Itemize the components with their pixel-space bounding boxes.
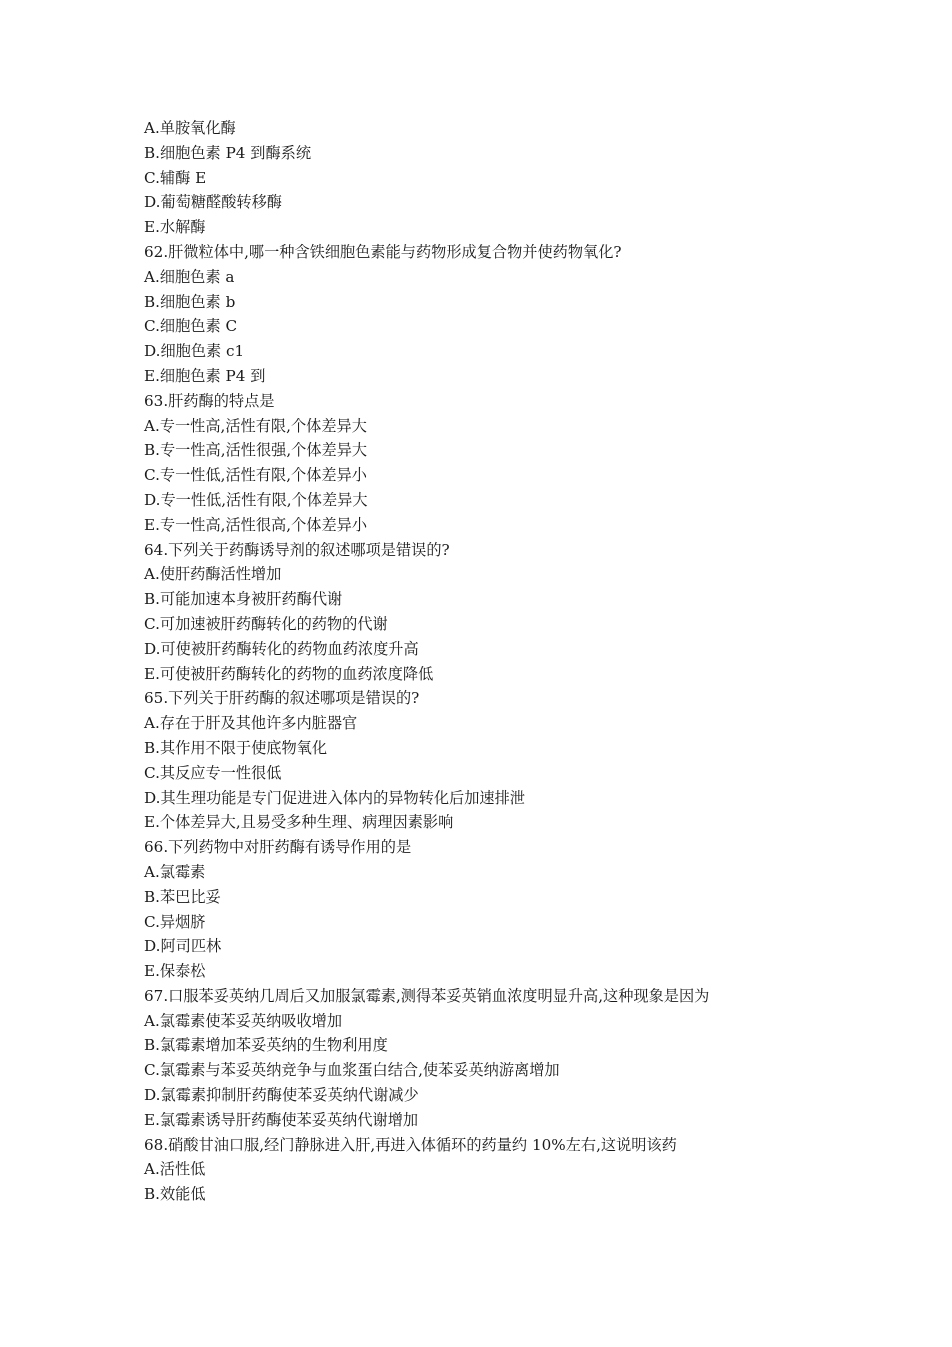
- option-line: C.细胞色素 C: [144, 317, 238, 336]
- option-line: A.活性低: [144, 1160, 206, 1179]
- option-line: D.阿司匹林: [144, 937, 222, 956]
- option-line: D.细胞色素 c1: [144, 342, 245, 361]
- question-line: 68.硝酸甘油口服,经门静脉进入肝,再进入体循环的药量约 10%左右,这说明该药: [144, 1135, 677, 1154]
- question-line: 64.下列关于药酶诱导剂的叙述哪项是错误的?: [144, 540, 450, 559]
- option-line: B.其作用不限于使底物氧化: [144, 738, 328, 757]
- option-line: C.可加速被肝药酶转化的药物的代谢: [144, 614, 388, 633]
- option-line: B.专一性高,活性很强,个体差异大: [144, 441, 368, 460]
- question-line: 66.下列药物中对肝药酶有诱导作用的是: [144, 838, 412, 857]
- option-line: D.专一性低,活性有限,个体差异大: [144, 490, 368, 509]
- option-line: B.可能加速本身被肝药酶代谢: [144, 590, 343, 609]
- option-line: C.异烟脐: [144, 912, 206, 931]
- option-line: B.苯巴比妥: [144, 887, 221, 906]
- option-line: C.氯霉素与苯妥英纳竞争与血浆蛋白结合,使苯妥英纳游离增加: [144, 1061, 560, 1080]
- question-text-block: [144, 116, 904, 1207]
- option-line: B.细胞色素 b: [144, 292, 236, 311]
- option-line: D.氯霉素抑制肝药酶使苯妥英纳代谢减少: [144, 1086, 419, 1105]
- option-line: A.存在于肝及其他许多内脏器官: [144, 714, 358, 733]
- option-line: B.效能低: [144, 1185, 206, 1204]
- option-line: C.专一性低,活性有限,个体差异小: [144, 466, 367, 485]
- option-line: A.氯霉素: [144, 862, 206, 881]
- option-line: C.其反应专一性很低: [144, 763, 282, 782]
- option-line: A.氯霉素使苯妥英纳吸收增加: [144, 1011, 343, 1030]
- option-line: E.保泰松: [144, 962, 206, 981]
- option-line: D.葡萄糖醛酸转移酶: [144, 193, 282, 212]
- option-line: E.氯霉素诱导肝药酶使苯妥英纳代谢增加: [144, 1110, 419, 1129]
- option-line: E.个体差异大,且易受多种生理、病理因素影响: [144, 813, 454, 832]
- option-line: E.细胞色素 P4 到: [144, 366, 266, 385]
- question-line: 62.肝微粒体中,哪一种含铁细胞色素能与药物形成复合物并使药物氧化?: [144, 242, 622, 261]
- option-line: D.其生理功能是专门促进进入体内的异物转化后加速排泄: [144, 788, 525, 807]
- option-line: A.使肝药酶活性增加: [144, 565, 282, 584]
- option-line: A.细胞色素 a: [144, 267, 235, 286]
- option-line: E.可使被肝药酶转化的药物的血药浓度降低: [144, 664, 434, 683]
- question-line: 65.下列关于肝药酶的叙述哪项是错误的?: [144, 689, 420, 708]
- option-line: B.氯霉素增加苯妥英纳的生物利用度: [144, 1036, 388, 1055]
- option-line: E.专一性高,活性很高,个体差异小: [144, 515, 368, 534]
- option-line: B.细胞色素 P4 到酶系统: [144, 143, 312, 162]
- option-line: D.可使被肝药酶转化的药物血药浓度升高: [144, 639, 419, 658]
- question-line: 63.肝药酶的特点是: [144, 391, 275, 410]
- option-line: E.水解酶: [144, 218, 206, 237]
- question-line: 67.口服苯妥英纳几周后又加服氯霉素,测得苯妥英销血浓度明显升高,这种现象是因为: [144, 986, 710, 1005]
- option-line: A.单胺氧化酶: [144, 119, 236, 137]
- option-line: C.辅酶 E: [144, 168, 207, 187]
- option-line: A.专一性高,活性有限,个体差异大: [144, 416, 367, 435]
